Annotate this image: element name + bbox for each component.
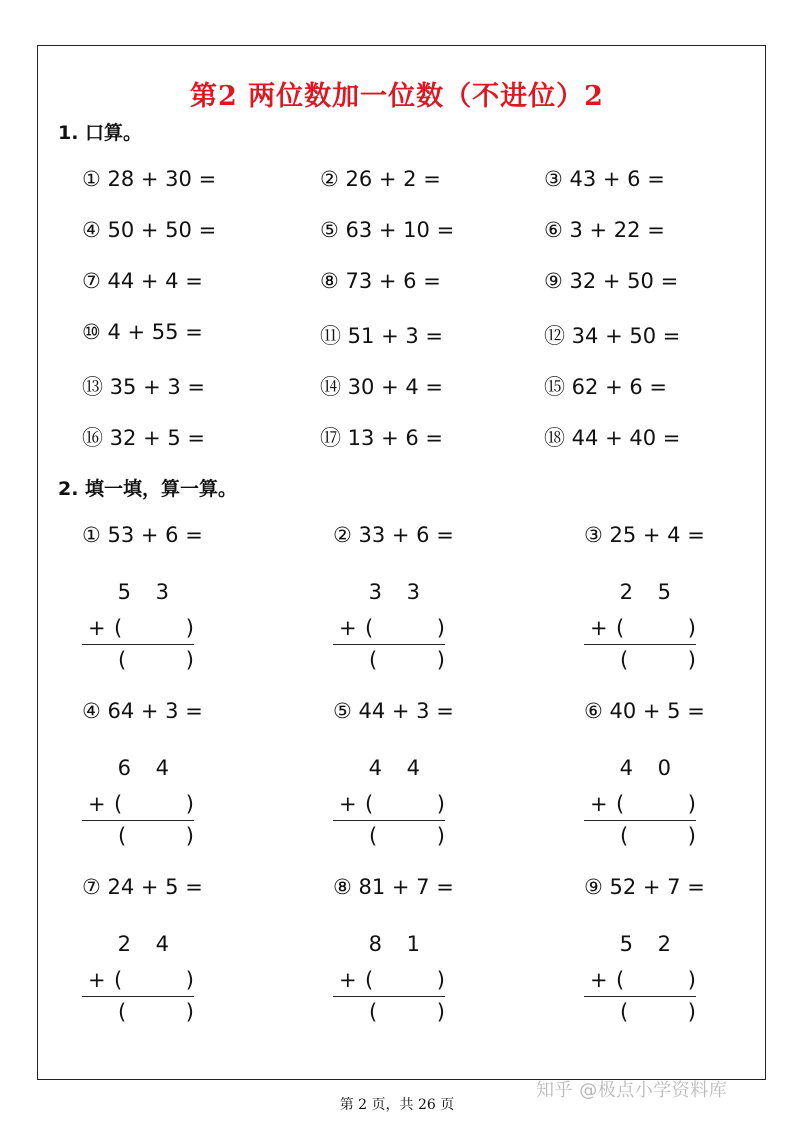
- open-paren: (: [365, 616, 374, 640]
- close-paren: ): [185, 648, 194, 672]
- addend-digits: 5 2: [619, 932, 680, 956]
- vertical-problem-equation: ⑤ 44 + 3 =: [333, 699, 454, 723]
- open-paren: (: [369, 1000, 378, 1024]
- oral-problem: ⑤ 63 + 10 =: [320, 218, 455, 242]
- plus-sign: +: [339, 616, 357, 640]
- addend-digits: 6 4: [117, 756, 178, 780]
- oral-problem: ⑱ 44 + 40 =: [544, 426, 681, 450]
- addend-digits: 2 4: [117, 932, 178, 956]
- section-2-heading: 2. 填一填，算一算。: [58, 478, 238, 500]
- oral-problem: ② 26 + 2 =: [320, 167, 441, 191]
- page-title: 第2 两位数加一位数（不进位）2: [190, 81, 604, 112]
- oral-problem: ① 28 + 30 =: [82, 167, 217, 191]
- vertical-addition-block: [82, 580, 194, 676]
- vertical-problem-equation: ① 53 + 6 =: [82, 523, 203, 547]
- sum-line: [584, 996, 696, 997]
- addend-digits: 4 4: [368, 756, 429, 780]
- vertical-addition-block: [584, 756, 696, 852]
- open-paren: (: [616, 616, 625, 640]
- close-paren: ): [185, 1000, 194, 1024]
- oral-problem: ⑦ 44 + 4 =: [82, 269, 203, 293]
- sum-line: [82, 820, 194, 821]
- plus-sign: +: [590, 968, 608, 992]
- addend-digits: 4 0: [619, 756, 680, 780]
- oral-problem: ⑮ 62 + 6 =: [544, 375, 667, 399]
- close-paren: ): [687, 968, 696, 992]
- sum-line: [333, 996, 445, 997]
- watermark: 知乎 @极点小学资料库: [536, 1080, 728, 1101]
- open-paren: (: [114, 968, 123, 992]
- oral-problem: ⑩ 4 + 55 =: [82, 320, 203, 344]
- oral-problem: ⑪ 51 + 3 =: [320, 324, 443, 348]
- close-paren: ): [687, 824, 696, 848]
- oral-problem: ⑭ 30 + 4 =: [320, 375, 443, 399]
- open-paren: (: [620, 824, 629, 848]
- open-paren: (: [369, 648, 378, 672]
- vertical-addition-block: [82, 756, 194, 852]
- close-paren: ): [185, 792, 194, 816]
- plus-sign: +: [88, 616, 106, 640]
- vertical-addition-block: [584, 932, 696, 1028]
- vertical-addition-block: [584, 580, 696, 676]
- close-paren: ): [687, 792, 696, 816]
- sum-line: [333, 644, 445, 645]
- close-paren: ): [436, 616, 445, 640]
- section-1-heading: 1. 口算。: [58, 122, 143, 144]
- oral-problem: ⑰ 13 + 6 =: [320, 426, 443, 450]
- plus-sign: +: [339, 968, 357, 992]
- vertical-addition-block: [82, 932, 194, 1028]
- oral-problem: ⑬ 35 + 3 =: [82, 375, 205, 399]
- plus-sign: +: [339, 792, 357, 816]
- oral-problem: ④ 50 + 50 =: [82, 218, 217, 242]
- page-border: [37, 45, 766, 1080]
- open-paren: (: [118, 824, 127, 848]
- close-paren: ): [687, 648, 696, 672]
- sum-line: [584, 644, 696, 645]
- close-paren: ): [436, 1000, 445, 1024]
- close-paren: ): [436, 792, 445, 816]
- open-paren: (: [369, 824, 378, 848]
- oral-problem: ⑧ 73 + 6 =: [320, 269, 441, 293]
- vertical-addition-block: [333, 580, 445, 676]
- close-paren: ): [185, 968, 194, 992]
- plus-sign: +: [590, 792, 608, 816]
- close-paren: ): [436, 968, 445, 992]
- oral-problem: ③ 43 + 6 =: [544, 167, 665, 191]
- plus-sign: +: [590, 616, 608, 640]
- open-paren: (: [365, 968, 374, 992]
- vertical-addition-block: [333, 756, 445, 852]
- open-paren: (: [620, 648, 629, 672]
- vertical-problem-equation: ② 33 + 6 =: [333, 523, 454, 547]
- close-paren: ): [436, 648, 445, 672]
- oral-problem: ⑨ 32 + 50 =: [544, 269, 679, 293]
- addend-digits: 2 5: [619, 580, 680, 604]
- plus-sign: +: [88, 792, 106, 816]
- vertical-problem-equation: ⑧ 81 + 7 =: [333, 875, 454, 899]
- close-paren: ): [687, 1000, 696, 1024]
- vertical-problem-equation: ④ 64 + 3 =: [82, 699, 203, 723]
- sum-line: [333, 820, 445, 821]
- oral-problem: ⑫ 34 + 50 =: [544, 324, 681, 348]
- sum-line: [82, 996, 194, 997]
- plus-sign: +: [88, 968, 106, 992]
- close-paren: ): [185, 824, 194, 848]
- open-paren: (: [620, 1000, 629, 1024]
- vertical-problem-equation: ⑨ 52 + 7 =: [584, 875, 705, 899]
- open-paren: (: [118, 648, 127, 672]
- sum-line: [584, 820, 696, 821]
- close-paren: ): [687, 616, 696, 640]
- open-paren: (: [118, 1000, 127, 1024]
- vertical-addition-block: [333, 932, 445, 1028]
- sum-line: [82, 644, 194, 645]
- oral-problem: ⑥ 3 + 22 =: [544, 218, 665, 242]
- open-paren: (: [616, 792, 625, 816]
- open-paren: (: [114, 616, 123, 640]
- addend-digits: 3 3: [368, 580, 429, 604]
- addend-digits: 5 3: [117, 580, 178, 604]
- vertical-problem-equation: ③ 25 + 4 =: [584, 523, 705, 547]
- open-paren: (: [114, 792, 123, 816]
- close-paren: ): [185, 616, 194, 640]
- open-paren: (: [365, 792, 374, 816]
- page-number-footer: 第 2 页，共 26 页: [339, 1097, 455, 1113]
- vertical-problem-equation: ⑥ 40 + 5 =: [584, 699, 705, 723]
- addend-digits: 8 1: [368, 932, 429, 956]
- vertical-problem-equation: ⑦ 24 + 5 =: [82, 875, 203, 899]
- open-paren: (: [616, 968, 625, 992]
- oral-problem: ⑯ 32 + 5 =: [82, 426, 205, 450]
- close-paren: ): [436, 824, 445, 848]
